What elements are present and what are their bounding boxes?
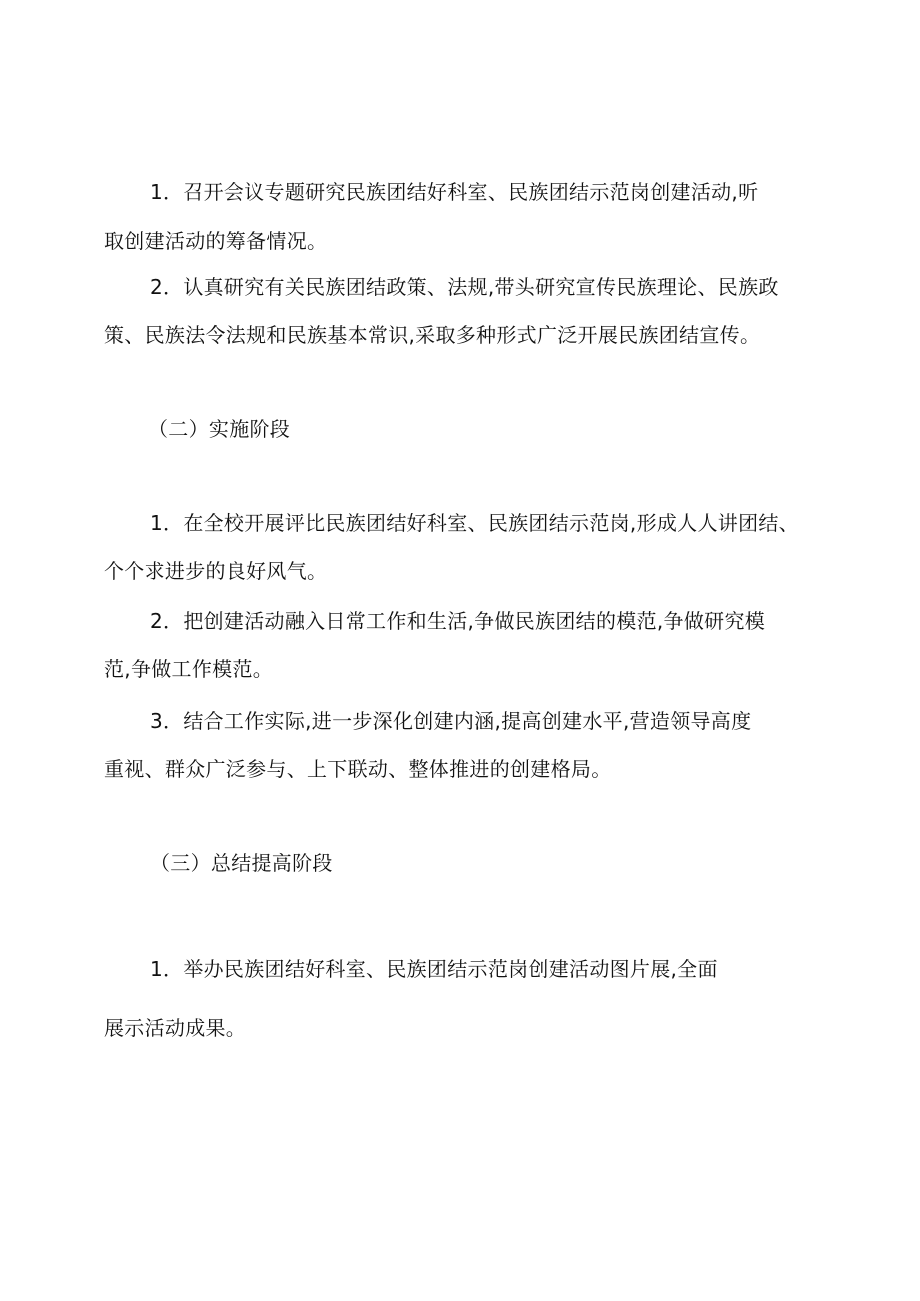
prep-item-2-line-1: 2．认真研究有关民族团结政策、法规,带头研究宣传民族理论、民族政 <box>150 275 779 299</box>
summary-item-1-line-1: 1．举办民族团结好科室、民族团结示范岗创建活动图片展,全面 <box>150 957 718 981</box>
impl-item-2-line-2: 范,争做工作模范。 <box>104 657 274 681</box>
prep-item-1-line-2: 取创建活动的筹备情况。 <box>104 229 328 253</box>
implementation-heading: （二）实施阶段 <box>148 417 291 441</box>
prep-item-2-line-2: 策、民族法令法规和民族基本常识,采取多种形式广泛开展民族团结宣传。 <box>104 323 761 347</box>
summary-item-1-line-2: 展示活动成果。 <box>104 1016 247 1040</box>
prep-item-1-line-1: 1．召开会议专题研究民族团结好科室、民族团结示范岗创建活动,听 <box>150 180 759 204</box>
impl-item-1-line-2: 个个求进步的良好风气。 <box>104 559 328 583</box>
impl-item-3-line-1: 3．结合工作实际,进一步深化创建内涵,提高创建水平,营造领导高度 <box>150 709 752 733</box>
impl-item-2-line-1: 2．把创建活动融入日常工作和生活,争做民族团结的模范,争做研究模 <box>150 609 766 633</box>
impl-item-1-line-1: 1．在全校开展评比民族团结好科室、民族团结示范岗,形成人人讲团结、 <box>150 511 799 535</box>
impl-item-3-line-2: 重视、群众广泛参与、上下联动、整体推进的创建格局。 <box>104 757 612 781</box>
summary-heading: （三）总结提高阶段 <box>150 851 333 875</box>
